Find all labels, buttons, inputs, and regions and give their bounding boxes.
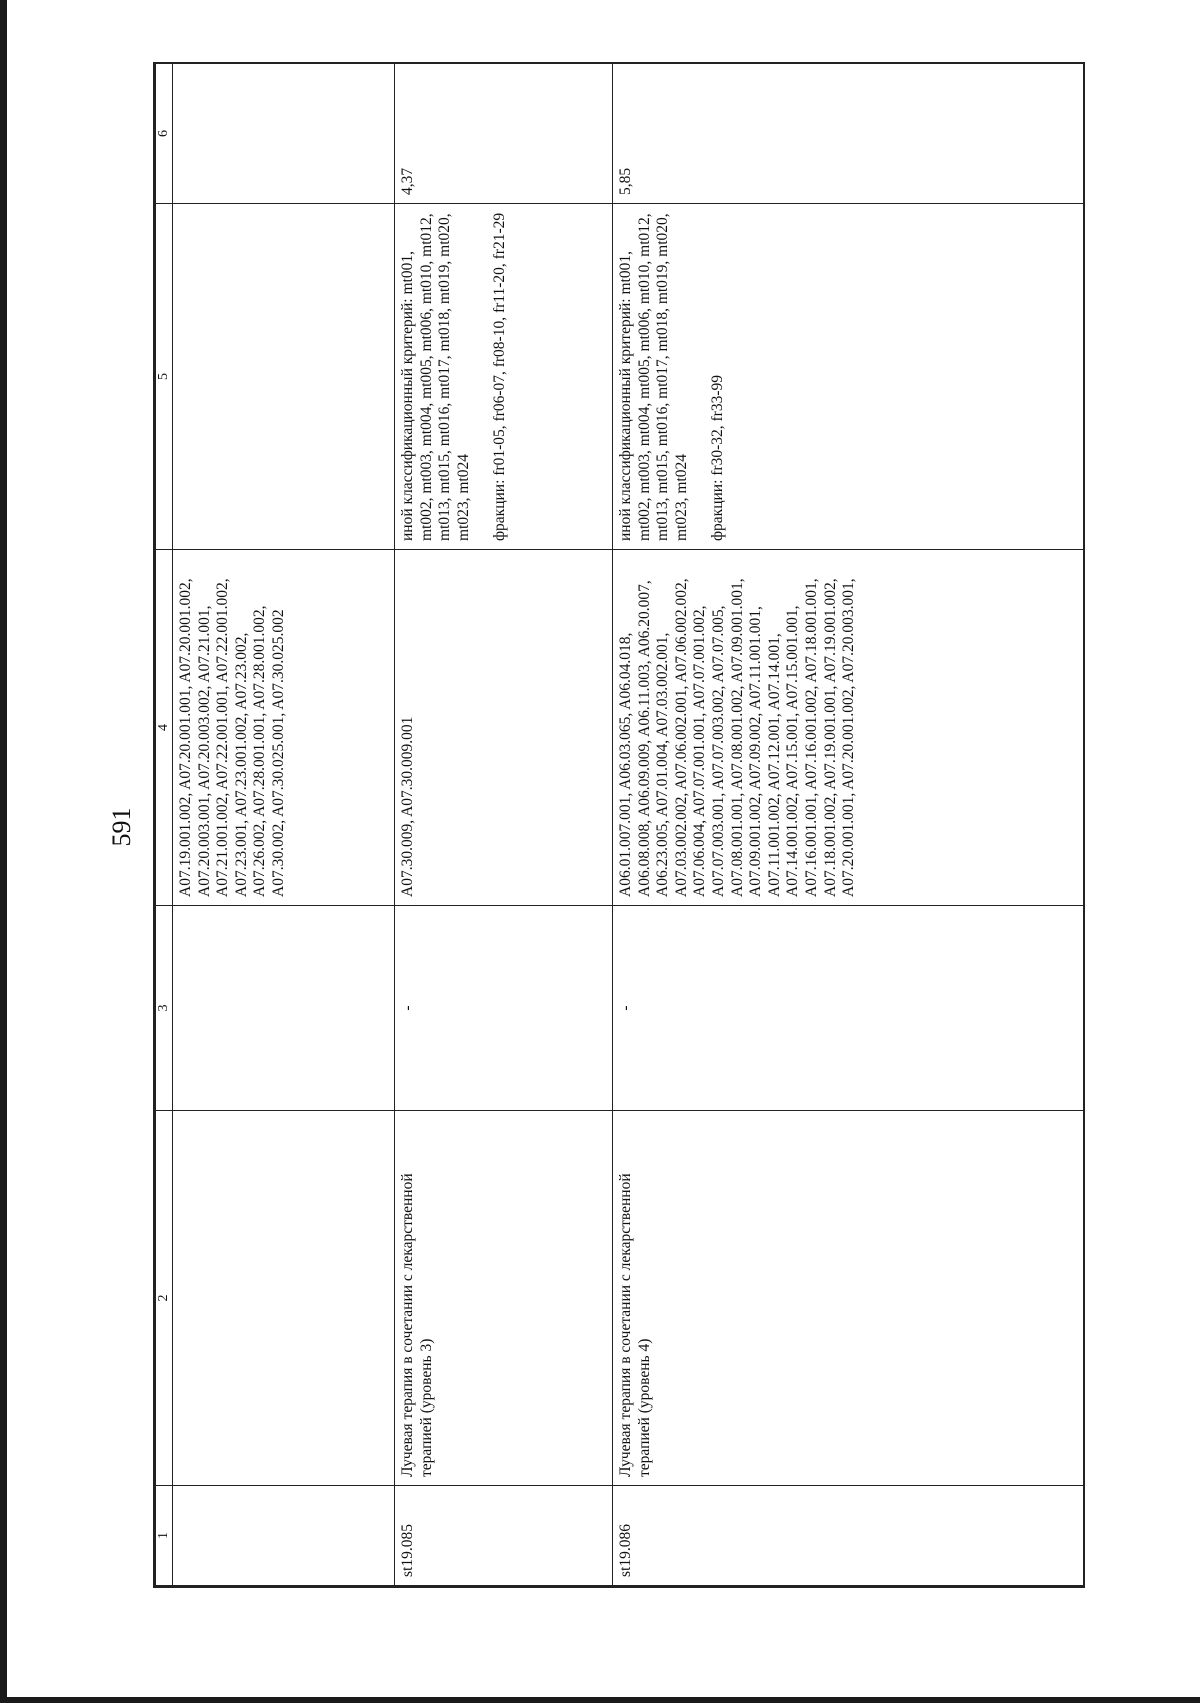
table-row [173, 64, 395, 1586]
document-sheet [153, 62, 1085, 1588]
row-coefficient: 5,85 [613, 64, 1085, 204]
row-col3 [173, 906, 395, 1111]
rotated-table-wrapper [155, 64, 1083, 1586]
row-services: A06.01.007.001, A06.03.065, A06.04.018, A06.08.008, A06.09.009, A06.11.003, A06.20.007, A06.23.005, A07.01.004, A07.03.002.001, A07.03.002.002, A07.06.002.001, A07.06.002.002, A07.06.004, A07.07.001.001, A07.07.001.002, A07.07.003.001, A07.07.003.002, A07.07.005, A07.08.001.001, A07.08.001.002, A07.09.001.001, A07.09.001.002, A07.09.002, A07.11.001.001, A07.11.001.002, A07.12.001, A07.14.001, A07.14.001.002, A07.15.001, A07.15.001.001, A07.16.001.001, A07.16.001.002, A07.18.001.001, A07.18.001.002, A07.19.001.001, A07.19.001.002, A07.20.001.001, A07.20.001.002, A07.20.003.001, [613, 550, 1085, 906]
page-number: 591 [107, 807, 136, 847]
table-row [395, 64, 613, 1586]
criteria-text: иной классификационный критерий: mt001, mt002, mt003, mt004, mt005, mt006, mt010, mt012, mt013, mt015, mt016, mt017, mt018, mt019, mt020, mt023, mt024 [399, 213, 472, 541]
tariff-table [155, 63, 1085, 1586]
row-name: Лучевая терапия в сочетании с лекарственной терапией (уровень 3) [395, 1111, 613, 1486]
header-col-4: 4 [156, 550, 173, 906]
row-name [173, 1111, 395, 1486]
row-criteria [395, 204, 613, 550]
scan-edge-bottom [0, 1697, 1200, 1703]
scan-edge-left [0, 0, 7, 1703]
row-coefficient [173, 64, 395, 204]
row-services: A07.19.001.002, A07.20.001.001, A07.20.001.002, A07.20.003.001, A07.20.003.002, A07.21.001, A07.21.001.002, A07.22.001.001, A07.22.001.002, A07.23.001, A07.23.001.002, A07.23.002, A07.26.002, A07.28.001.001, A07.28.001.002, A07.30.002, A07.30.025.001, A07.30.025.002 [173, 550, 395, 906]
row-criteria [173, 204, 395, 550]
fractions-text: фракции: fr01-05, fr06-07, fr08-10, fr11-20, fr21-29 [491, 212, 509, 541]
row-services: A07.30.009, A07.30.009.001 [395, 550, 613, 906]
row-criteria [613, 204, 1085, 550]
header-row [156, 64, 173, 1586]
header-col-1: 1 [156, 1486, 173, 1586]
criteria-text: иной классификационный критерий: mt001, mt002, mt003, mt004, mt005, mt006, mt010, mt012, mt013, mt015, mt016, mt017, mt018, mt019, mt020, mt023, mt024 [617, 213, 690, 541]
header-col-6: 6 [156, 64, 173, 204]
header-col-2: 2 [156, 1111, 173, 1486]
header-col-3: 3 [156, 906, 173, 1111]
row-code [173, 1486, 395, 1586]
row-col3: - [613, 906, 1085, 1111]
table-row [613, 64, 1085, 1586]
row-coefficient: 4,37 [395, 64, 613, 204]
row-code: st19.086 [613, 1486, 1085, 1586]
fractions-text: фракции: fr30-32, fr33-99 [709, 375, 727, 541]
row-name: Лучевая терапия в сочетании с лекарственной терапией (уровень 4) [613, 1111, 1085, 1486]
header-col-5: 5 [156, 204, 173, 550]
row-col3: - [395, 906, 613, 1111]
row-code: st19.085 [395, 1486, 613, 1586]
